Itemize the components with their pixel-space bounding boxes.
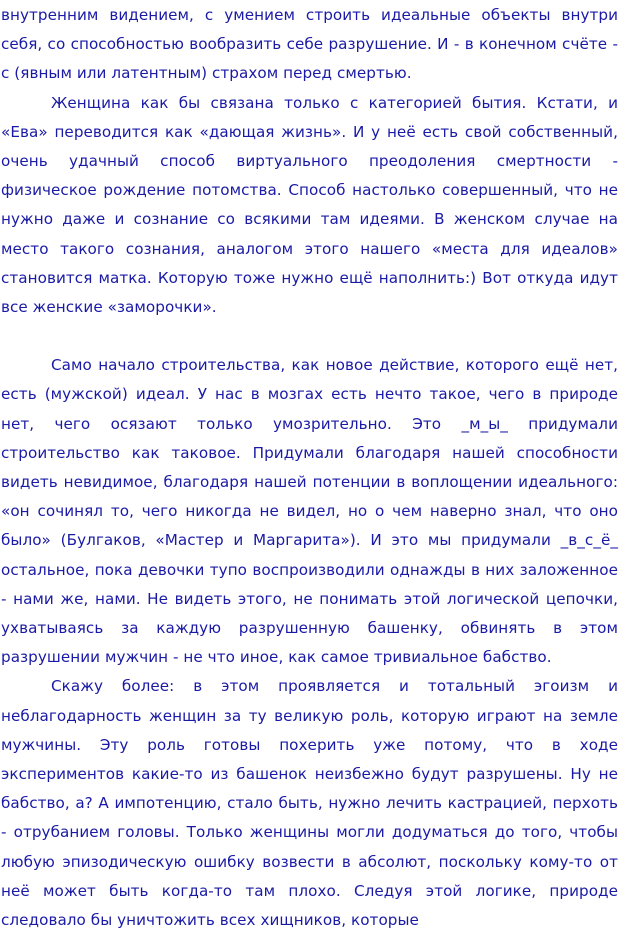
- paragraph-spacer: [1, 322, 618, 351]
- paragraph-3: Само начало строительства, как новое действие, которого ещё нет, есть (мужской) идеал. У нас в мозгах есть нечто такое, чего в природе нет, чего осязают только умозрительно. Это _м_ы_ придумали строительство как таковое. Придумали благодаря нашей способности видеть невидимое, благодаря нашей потенции в воплощении идеального: «он сочинял то, чего никогда не видел, но о чем наверно знал, что оно было» (Булгаков, «Мастер и Маргарита»). И это мы придумали _в_с_ё_ остальное, пока девочки тупо воспроизводили однажды в них заложенное - нами же, нами. Не видеть этого, не понимать этой логической цепочки, ухватываясь за каждую разрушенную башенку, обвинять в этом разрушении мужчин - не что иное, как самое тривиальное бабство.: [1, 356, 618, 667]
- paragraph-2: Женщина как бы связана только с категорией бытия. Кстати, и «Ева» переводится как «дающая жизнь». И у неё есть свой собственный, очень удачный способ виртуального преодоления смертности - физическое рождение потомства. Способ настолько совершенный, что не нужно даже и сознание со всякими там идеями. В женском случае на место такого сознания, аналогом этого нашего «места для идеалов» становится матка. Которую тоже нужно ещё наполнить:) Вот откуда идут все женские «заморочки».: [1, 93, 618, 317]
- paragraph-4: Скажу более: в этом проявляется и тотальный эгоизм и неблагодарность женщин за ту великую роль, которую играют на земле мужчины. Эту роль готовы похерить уже потому, что в ходе экспериментов какие-то из башенок неизбежно будут разрушены. Ну не бабство, а? А импотенцию, стало быть, нужно лечить кастрацией, перхоть - отрубанием головы. Только женщины могли додуматься до того, чтобы любую эпизодическую ошибку возвести в абсолют, поскольку кому-то от неё может быть когда-то там плохо. Следуя этой логике, природе следовало бы уничтожить всех хищников, которые: [1, 677, 618, 930]
- paragraph-1: внутренним видением, с умением строить идеальные объекты внутри себя, со способностью вообразить себе разрушение. И - в конечном счёте - с (явным или латентным) страхом перед смертью.: [1, 6, 618, 83]
